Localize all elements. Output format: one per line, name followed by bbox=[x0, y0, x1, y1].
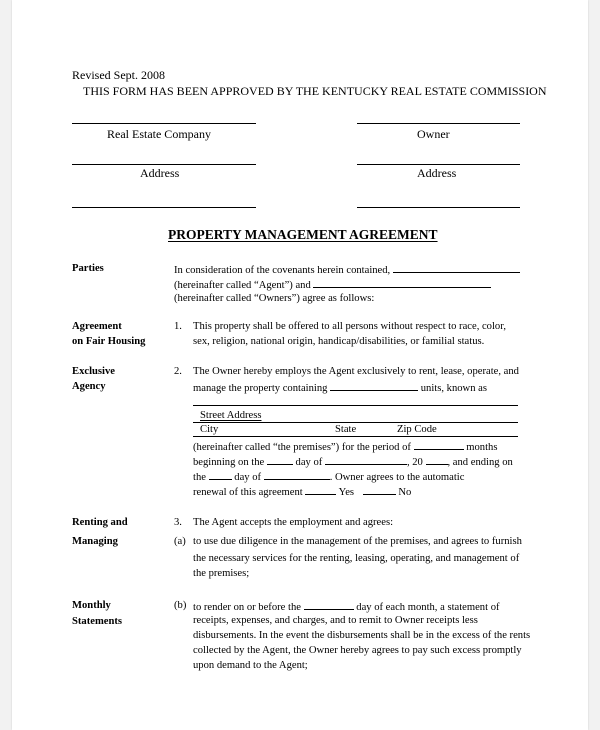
company-signature-line[interactable] bbox=[72, 123, 256, 124]
owner-signature-line[interactable] bbox=[357, 123, 520, 124]
section-1-number: 1. bbox=[174, 321, 182, 332]
state-label: State bbox=[335, 424, 357, 435]
street-address-label: Street Address bbox=[200, 410, 262, 421]
parties-line1: In consideration of the covenants herein contained, bbox=[174, 263, 520, 277]
statements-label-2: Statements bbox=[72, 616, 123, 627]
item-b-line5: upon demand to the Agent; bbox=[193, 660, 308, 671]
address-right-label: Address bbox=[417, 166, 457, 180]
exclusive-line1: The Owner hereby employs the Agent exclusively to rent, lease, operate, and bbox=[193, 366, 519, 377]
statement-day-blank[interactable] bbox=[304, 600, 354, 610]
company-name-line[interactable] bbox=[72, 164, 256, 165]
parties-line2: (hereinafter called “Agent”) and bbox=[174, 278, 491, 292]
fair-housing-label-1: Agreement bbox=[72, 321, 122, 332]
approval-notice: THIS FORM HAS BEEN APPROVED BY THE KENTUCKY REAL ESTATE COMMISSION bbox=[83, 84, 547, 98]
property-name-line[interactable] bbox=[193, 405, 518, 406]
units-count-blank[interactable] bbox=[330, 381, 418, 391]
revised-date: Revised Sept. 2008 bbox=[72, 68, 165, 82]
item-a-line2: the necessary services for the renting, leasing, operating, and management of bbox=[193, 553, 520, 564]
address-left-line[interactable] bbox=[72, 207, 256, 208]
item-b-marker: (b) bbox=[174, 600, 187, 611]
renting-label-2: Managing bbox=[72, 536, 118, 547]
renting-label-1: Renting and bbox=[72, 517, 128, 528]
fair-housing-label-2: on Fair Housing bbox=[72, 336, 146, 347]
renewal-line: renewal of this agreement Yes No bbox=[193, 487, 412, 498]
zip-label: Zip Code bbox=[397, 424, 437, 435]
parties-label: Parties bbox=[72, 263, 104, 274]
address-left-label: Address bbox=[140, 166, 180, 180]
item-a-marker: (a) bbox=[174, 536, 186, 547]
item-b-line3: disbursements. In the event the disbursements shall be in the excess of the rents bbox=[193, 630, 531, 641]
parties-line3: (hereinafter called “Owners”) agree as follows: bbox=[174, 293, 375, 304]
statements-label-1: Monthly bbox=[72, 600, 111, 611]
street-address-line[interactable] bbox=[193, 422, 518, 423]
beginning-line: beginning on the day of , 20 , and ending on bbox=[193, 457, 513, 468]
item-b-line4: collected by the Agent, the Owner hereby agrees to pay such excess promptly bbox=[193, 645, 522, 656]
city-label: City bbox=[200, 424, 219, 435]
renting-line1: The Agent accepts the employment and agrees: bbox=[193, 517, 394, 528]
item-b-line2: receipts, expenses, and charges, and to remit to Owner receipts less bbox=[193, 615, 478, 626]
ending-line: the day of . Owner agrees to the automatic bbox=[193, 472, 465, 483]
address-right-line[interactable] bbox=[357, 207, 520, 208]
item-a-line3: the premises; bbox=[193, 568, 250, 579]
begin-year-blank[interactable] bbox=[426, 455, 448, 465]
item-b-line1: to render on or before the day of each month, a statement of bbox=[193, 602, 500, 613]
premises-line: (hereinafter called “the premises”) for the period of months bbox=[193, 442, 498, 453]
renewal-no-blank[interactable] bbox=[363, 485, 396, 495]
begin-month-blank[interactable] bbox=[325, 455, 407, 465]
item-a-line1: to use due diligence in the management of the premises, and agrees to furnish bbox=[193, 536, 522, 547]
document-title: PROPERTY MANAGEMENT AGREEMENT bbox=[168, 227, 438, 242]
city-state-zip-line[interactable] bbox=[193, 436, 518, 437]
exclusive-agency-label-2: Agency bbox=[72, 381, 106, 392]
fair-housing-line1: This property shall be offered to all persons without respect to race, color, bbox=[193, 321, 506, 332]
period-months-blank[interactable] bbox=[414, 440, 464, 450]
owner-label: Owner bbox=[417, 127, 450, 141]
end-month-blank[interactable] bbox=[264, 470, 330, 480]
document-page bbox=[12, 0, 588, 730]
exclusive-agency-label-1: Exclusive bbox=[72, 366, 115, 377]
renewal-yes-blank[interactable] bbox=[305, 485, 336, 495]
exclusive-line2: manage the property containing units, known as bbox=[193, 383, 487, 394]
company-label: Real Estate Company bbox=[107, 127, 211, 141]
section-3-number: 3. bbox=[174, 517, 182, 528]
section-2-number: 2. bbox=[174, 366, 182, 377]
owner-name-line[interactable] bbox=[357, 164, 520, 165]
owner-name-blank[interactable] bbox=[313, 278, 491, 288]
agent-name-blank[interactable] bbox=[393, 263, 520, 273]
end-day-blank[interactable] bbox=[209, 470, 232, 480]
fair-housing-line2: sex, religion, national origin, handicap/disabilities, or familial status. bbox=[193, 336, 485, 347]
begin-day-blank[interactable] bbox=[267, 455, 293, 465]
